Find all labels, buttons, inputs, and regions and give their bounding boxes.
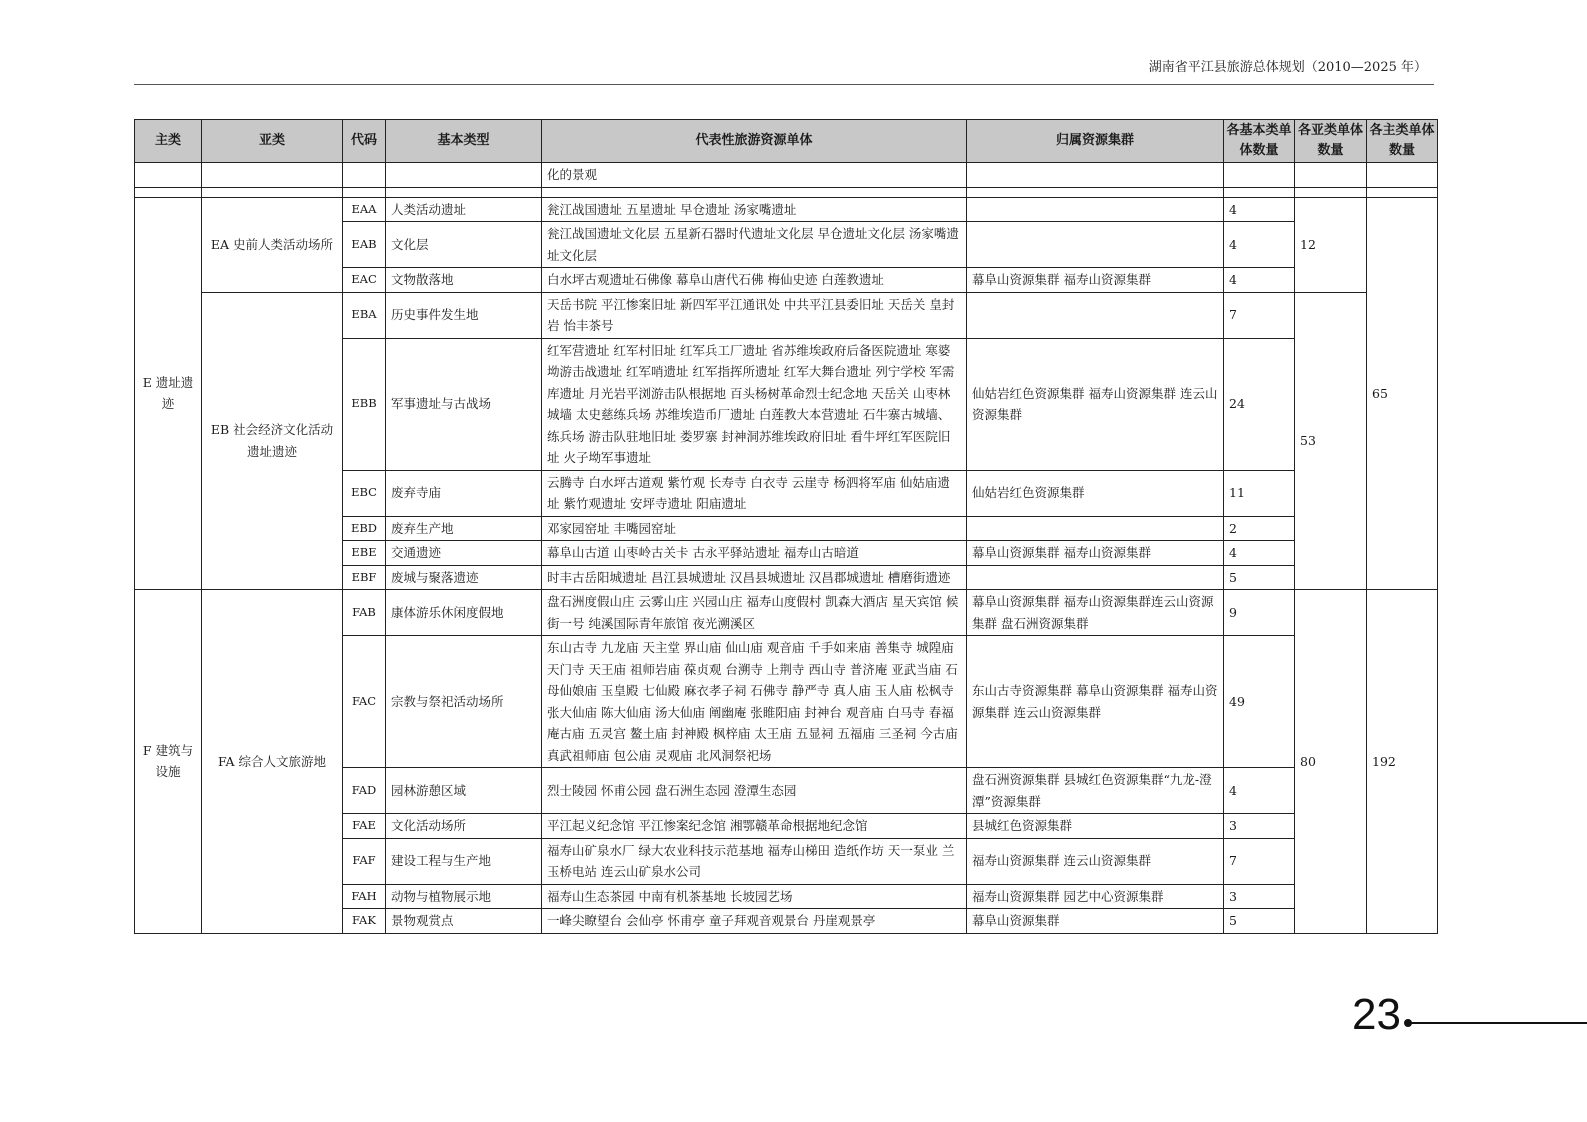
units-cell: 一峰尖瞭望台 会仙亭 怀甫亭 童子拜观音观景台 丹崖观景亭 <box>542 909 967 934</box>
type-count-cell: 2 <box>1224 516 1295 541</box>
type-count-cell: 5 <box>1224 909 1295 934</box>
resource-table <box>134 119 1438 934</box>
cluster-cell: 幕阜山资源集群 <box>967 909 1224 934</box>
column-header: 归属资源集群 <box>967 120 1224 163</box>
type-cell: 历史事件发生地 <box>386 292 542 338</box>
column-header: 亚类 <box>202 120 343 163</box>
type-cell: 园林游憩区域 <box>386 768 542 814</box>
header-divider <box>134 84 1434 85</box>
type-count-cell: 7 <box>1224 292 1295 338</box>
cluster-cell: 东山古寺资源集群 幕阜山资源集群 福寿山资源集群 连云山资源集群 <box>967 636 1224 768</box>
main-category-total-cell: 65 <box>1367 197 1438 590</box>
type-cell: 废弃寺庙 <box>386 470 542 516</box>
units-cell: 平江起义纪念馆 平江惨案纪念馆 湘鄂赣革命根据地纪念馆 <box>542 814 967 839</box>
code-cell: FAK <box>343 909 386 934</box>
units-cell: 福寿山生态茶园 中南有机茶基地 长坡园艺场 <box>542 884 967 909</box>
column-header: 各主类单体数量 <box>1367 120 1438 163</box>
subcategory-cell: FA 综合人文旅游地 <box>202 590 343 934</box>
subcategory-cell: EB 社会经济文化活动遗址遗迹 <box>202 292 343 590</box>
units-cell: 瓮江战国遗址 五星遗址 早仓遗址 汤家嘴遗址 <box>542 197 967 222</box>
cluster-cell: 盘石洲资源集群 县城红色资源集群“九龙-澄潭”资源集群 <box>967 768 1224 814</box>
type-count-cell: 11 <box>1224 470 1295 516</box>
cluster-cell: 福寿山资源集群 连云山资源集群 <box>967 838 1224 884</box>
cluster-cell: 幕阜山资源集群 福寿山资源集群 <box>967 541 1224 566</box>
type-cell: 交通遗迹 <box>386 541 542 566</box>
code-cell: EAB <box>343 222 386 268</box>
type-cell: 建设工程与生产地 <box>386 838 542 884</box>
type-count-cell: 9 <box>1224 590 1295 636</box>
main-category-total-cell: 192 <box>1367 590 1438 934</box>
cluster-cell: 仙姑岩红色资源集群 福寿山资源集群 连云山资源集群 <box>967 338 1224 470</box>
type-cell: 军事遗址与古战场 <box>386 338 542 470</box>
type-count-cell: 7 <box>1224 838 1295 884</box>
units-cell: 红军营遗址 红军村旧址 红军兵工厂遗址 省苏维埃政府后备医院遗址 寒婆坳游击战遗址 红军哨遗址 红军指挥所遗址 红军大舞台遗址 列宁学校 军需库遗址 月光岩平浏游击队根据地 百头杨树革命烈士纪念地 天岳关 山枣林城墙 太史慈练兵场 苏维埃造币厂遗址 白莲教大本营遗址 石牛寨古城墙、练兵场 游击队驻地旧址 娄罗寨 封神洞苏维埃政府旧址 看牛坪红军医院旧址 火子坳军事遗址 <box>542 338 967 470</box>
units-cell: 瓮江战国遗址文化层 五星新石器时代遗址文化层 早仓遗址文化层 汤家嘴遗址文化层 <box>542 222 967 268</box>
table-header-row <box>135 120 1438 163</box>
main-category-cell: E 遗址遗迹 <box>135 197 202 590</box>
units-cell: 化的景观 <box>542 163 967 188</box>
main-category-cell: F 建筑与设施 <box>135 590 202 934</box>
type-cell: 文化活动场所 <box>386 814 542 839</box>
subcategory-cell: EA 史前人类活动场所 <box>202 197 343 292</box>
units-cell: 时丰古岳阳城遗址 昌江县城遗址 汉昌县城遗址 汉昌郡城遗址 槽磨街遗迹 <box>542 565 967 590</box>
units-cell: 福寿山矿泉水厂 绿大农业科技示范基地 福寿山梯田 造纸作坊 天一泵业 兰玉桥电站 连云山矿泉水公司 <box>542 838 967 884</box>
type-cell: 文化层 <box>386 222 542 268</box>
code-cell: EBF <box>343 565 386 590</box>
cluster-cell: 仙姑岩红色资源集群 <box>967 470 1224 516</box>
cluster-cell: 县城红色资源集群 <box>967 814 1224 839</box>
type-count-cell: 4 <box>1224 197 1295 222</box>
type-cell: 康体游乐休闲度假地 <box>386 590 542 636</box>
code-cell: FAF <box>343 838 386 884</box>
code-cell: FAC <box>343 636 386 768</box>
table-row <box>135 590 1438 636</box>
code-cell: EBC <box>343 470 386 516</box>
cluster-cell: 幕阜山资源集群 福寿山资源集群 <box>967 268 1224 293</box>
type-cell: 文物散落地 <box>386 268 542 293</box>
type-count-cell: 49 <box>1224 636 1295 768</box>
cluster-cell <box>967 222 1224 268</box>
code-cell: EAA <box>343 197 386 222</box>
column-header: 代码 <box>343 120 386 163</box>
type-cell: 动物与植物展示地 <box>386 884 542 909</box>
code-cell: FAH <box>343 884 386 909</box>
subcategory-total-cell: 12 <box>1295 197 1367 292</box>
cluster-cell: 福寿山资源集群 园艺中心资源集群 <box>967 884 1224 909</box>
units-cell: 邓家园窑址 丰嘴园窑址 <box>542 516 967 541</box>
document-header-title: 湖南省平江县旅游总体规划（2010—2025 年） <box>1148 60 1427 75</box>
units-cell: 盘石洲度假山庄 云雾山庄 兴园山庄 福寿山度假村 凯森大酒店 星天宾馆 候街一号 纯溪国际青年旅馆 夜光溯溪区 <box>542 590 967 636</box>
units-cell: 幕阜山古道 山枣岭古关卡 古永平驿站遗址 福寿山古暗道 <box>542 541 967 566</box>
type-count-cell: 4 <box>1224 541 1295 566</box>
cluster-cell <box>967 292 1224 338</box>
column-header: 主类 <box>135 120 202 163</box>
type-cell: 废城与聚落遗迹 <box>386 565 542 590</box>
type-count-cell: 4 <box>1224 268 1295 293</box>
code-cell: EBA <box>343 292 386 338</box>
type-count-cell: 3 <box>1224 884 1295 909</box>
table-gap-row <box>135 187 1438 197</box>
units-cell: 烈士陵园 怀甫公园 盘石洲生态园 澄潭生态园 <box>542 768 967 814</box>
cluster-cell: 幕阜山资源集群 福寿山资源集群连云山资源集群 盘石洲资源集群 <box>967 590 1224 636</box>
type-count-cell: 24 <box>1224 338 1295 470</box>
cluster-cell <box>967 565 1224 590</box>
cluster-cell <box>967 197 1224 222</box>
units-cell: 白水坪古观遗址石佛像 幕阜山唐代石佛 梅仙史迹 白莲教遗址 <box>542 268 967 293</box>
code-cell: EAC <box>343 268 386 293</box>
type-cell: 宗教与祭祀活动场所 <box>386 636 542 768</box>
column-header: 各基本类单体数量 <box>1224 120 1295 163</box>
units-cell: 天岳书院 平江惨案旧址 新四军平江通讯处 中共平江县委旧址 天岳关 皇封岩 怡丰茶号 <box>542 292 967 338</box>
type-count-cell: 3 <box>1224 814 1295 839</box>
code-cell: FAE <box>343 814 386 839</box>
table-row-carry-over <box>135 163 1438 188</box>
page-number-rule <box>1410 1022 1587 1024</box>
units-cell: 东山古寺 九龙庙 天主堂 界山庙 仙山庙 观音庙 千手如来庙 善集寺 城隍庙 天门寺 天王庙 祖师岩庙 葆贞观 台溯寺 上荆寺 西山寺 普济庵 亚武当庙 石母仙娘庙 玉皇殿 七仙殿 麻衣孝子祠 石佛寺 静严寺 真人庙 玉人庙 松枫寺 张大仙庙 陈大仙庙 汤大仙庙 阐幽庵 张睢阳庙 封神台 观音庙 白马寺 春福庵古庙 五灵宫 鳌土庙 封神殿 枫梓庙 太王庙 五显祠 五福庙 三圣祠 今古庙 真武祖师庙 包公庙 灵观庙 北风洞祭祀场 <box>542 636 967 768</box>
type-cell: 景物观赏点 <box>386 909 542 934</box>
code-cell: EBB <box>343 338 386 470</box>
units-cell: 云腾寺 白水坪古道观 紫竹观 长寿寺 白衣寺 云崖寺 杨泗将军庙 仙姑庙遗址 紫竹观遗址 安坪寺遗址 阳庙遗址 <box>542 470 967 516</box>
column-header: 基本类型 <box>386 120 542 163</box>
type-cell: 人类活动遗址 <box>386 197 542 222</box>
page-number: 23 <box>1352 990 1401 1039</box>
type-cell: 废弃生产地 <box>386 516 542 541</box>
table-row <box>135 197 1438 222</box>
code-cell: FAD <box>343 768 386 814</box>
table-row <box>135 292 1438 338</box>
code-cell: EBD <box>343 516 386 541</box>
subcategory-total-cell: 80 <box>1295 590 1367 934</box>
column-header: 各亚类单体数量 <box>1295 120 1367 163</box>
type-count-cell: 4 <box>1224 768 1295 814</box>
column-header: 代表性旅游资源单体 <box>542 120 967 163</box>
code-cell: FAB <box>343 590 386 636</box>
type-count-cell: 4 <box>1224 222 1295 268</box>
cluster-cell <box>967 516 1224 541</box>
type-count-cell: 5 <box>1224 565 1295 590</box>
code-cell: EBE <box>343 541 386 566</box>
subcategory-total-cell: 53 <box>1295 292 1367 590</box>
